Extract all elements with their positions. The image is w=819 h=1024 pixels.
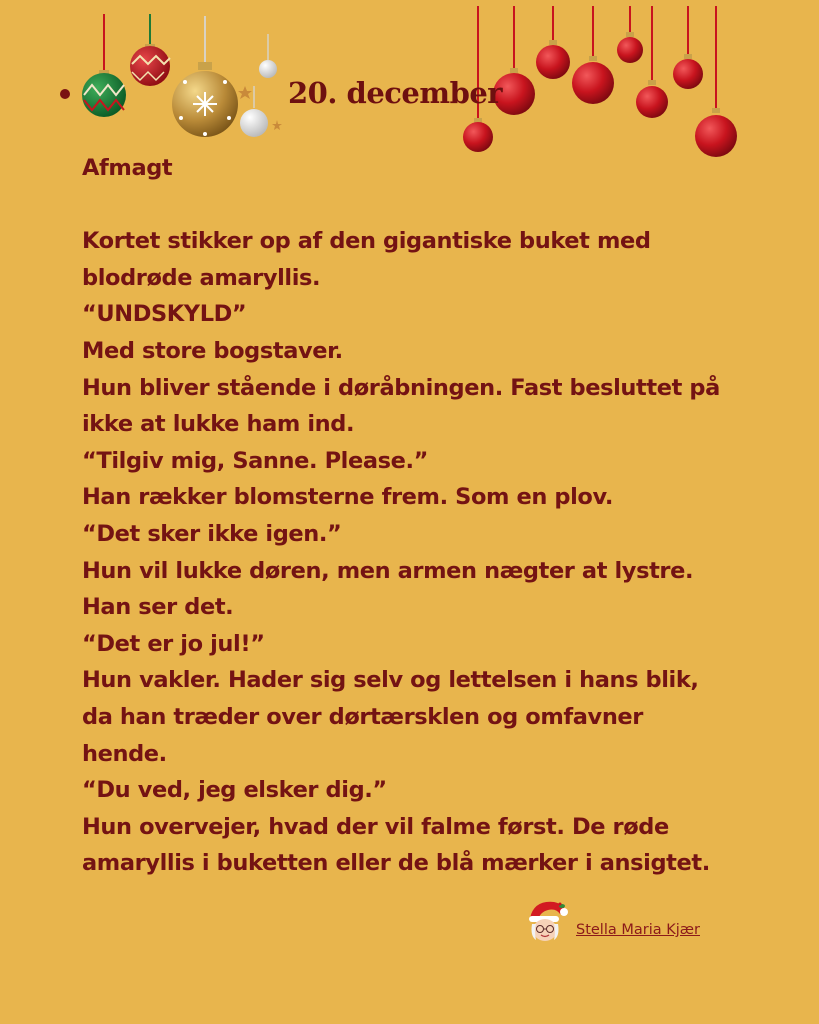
story-line: “Det sker ikke igen.” xyxy=(82,520,342,547)
story-line: Hun vil lukke døren, men armen nægter at lystre. xyxy=(82,557,694,584)
story-line: Han ser det. xyxy=(82,594,234,621)
santa-hat-avatar-icon xyxy=(524,896,570,944)
story-line: Med store bogstaver. xyxy=(82,337,343,364)
story-line: blodrøde amaryllis. xyxy=(82,264,321,291)
story-line: “UNDSKYLD” xyxy=(82,301,247,328)
paragraph-gap xyxy=(82,187,782,224)
story-body xyxy=(82,150,782,882)
story-line: hende. xyxy=(82,740,167,767)
story-line: Kortet stikker op af den gigantiske buket med xyxy=(82,228,651,255)
story-line: amaryllis i buketten eller de blå mærker i ansigtet. xyxy=(82,850,710,877)
list-bullet xyxy=(60,89,70,99)
author-signature xyxy=(524,896,700,944)
story-line: Hun vakler. Hader sig selv og lettelsen i hans blik, xyxy=(82,667,699,694)
story-title: Afmagt xyxy=(82,155,173,181)
story-line: “Tilgiv mig, Sanne. Please.” xyxy=(82,447,429,474)
story-line: Han rækker blomsterne frem. Som en plov. xyxy=(82,484,614,511)
author-link[interactable]: Stella Maria Kjær xyxy=(576,922,700,938)
story-line: “Det er jo jul!” xyxy=(82,630,265,657)
story-line: Hun overvejer, hvad der vil falme først. De røde xyxy=(82,813,669,840)
story-line: ikke at lukke ham ind. xyxy=(82,411,355,438)
page-title: 20. december xyxy=(288,76,503,110)
story-line: da han træder over dørtærsklen og omfavner xyxy=(82,703,643,730)
story-line: “Du ved, jeg elsker dig.” xyxy=(82,777,387,804)
story-line: Hun bliver stående i døråbningen. Fast besluttet på xyxy=(82,374,720,401)
